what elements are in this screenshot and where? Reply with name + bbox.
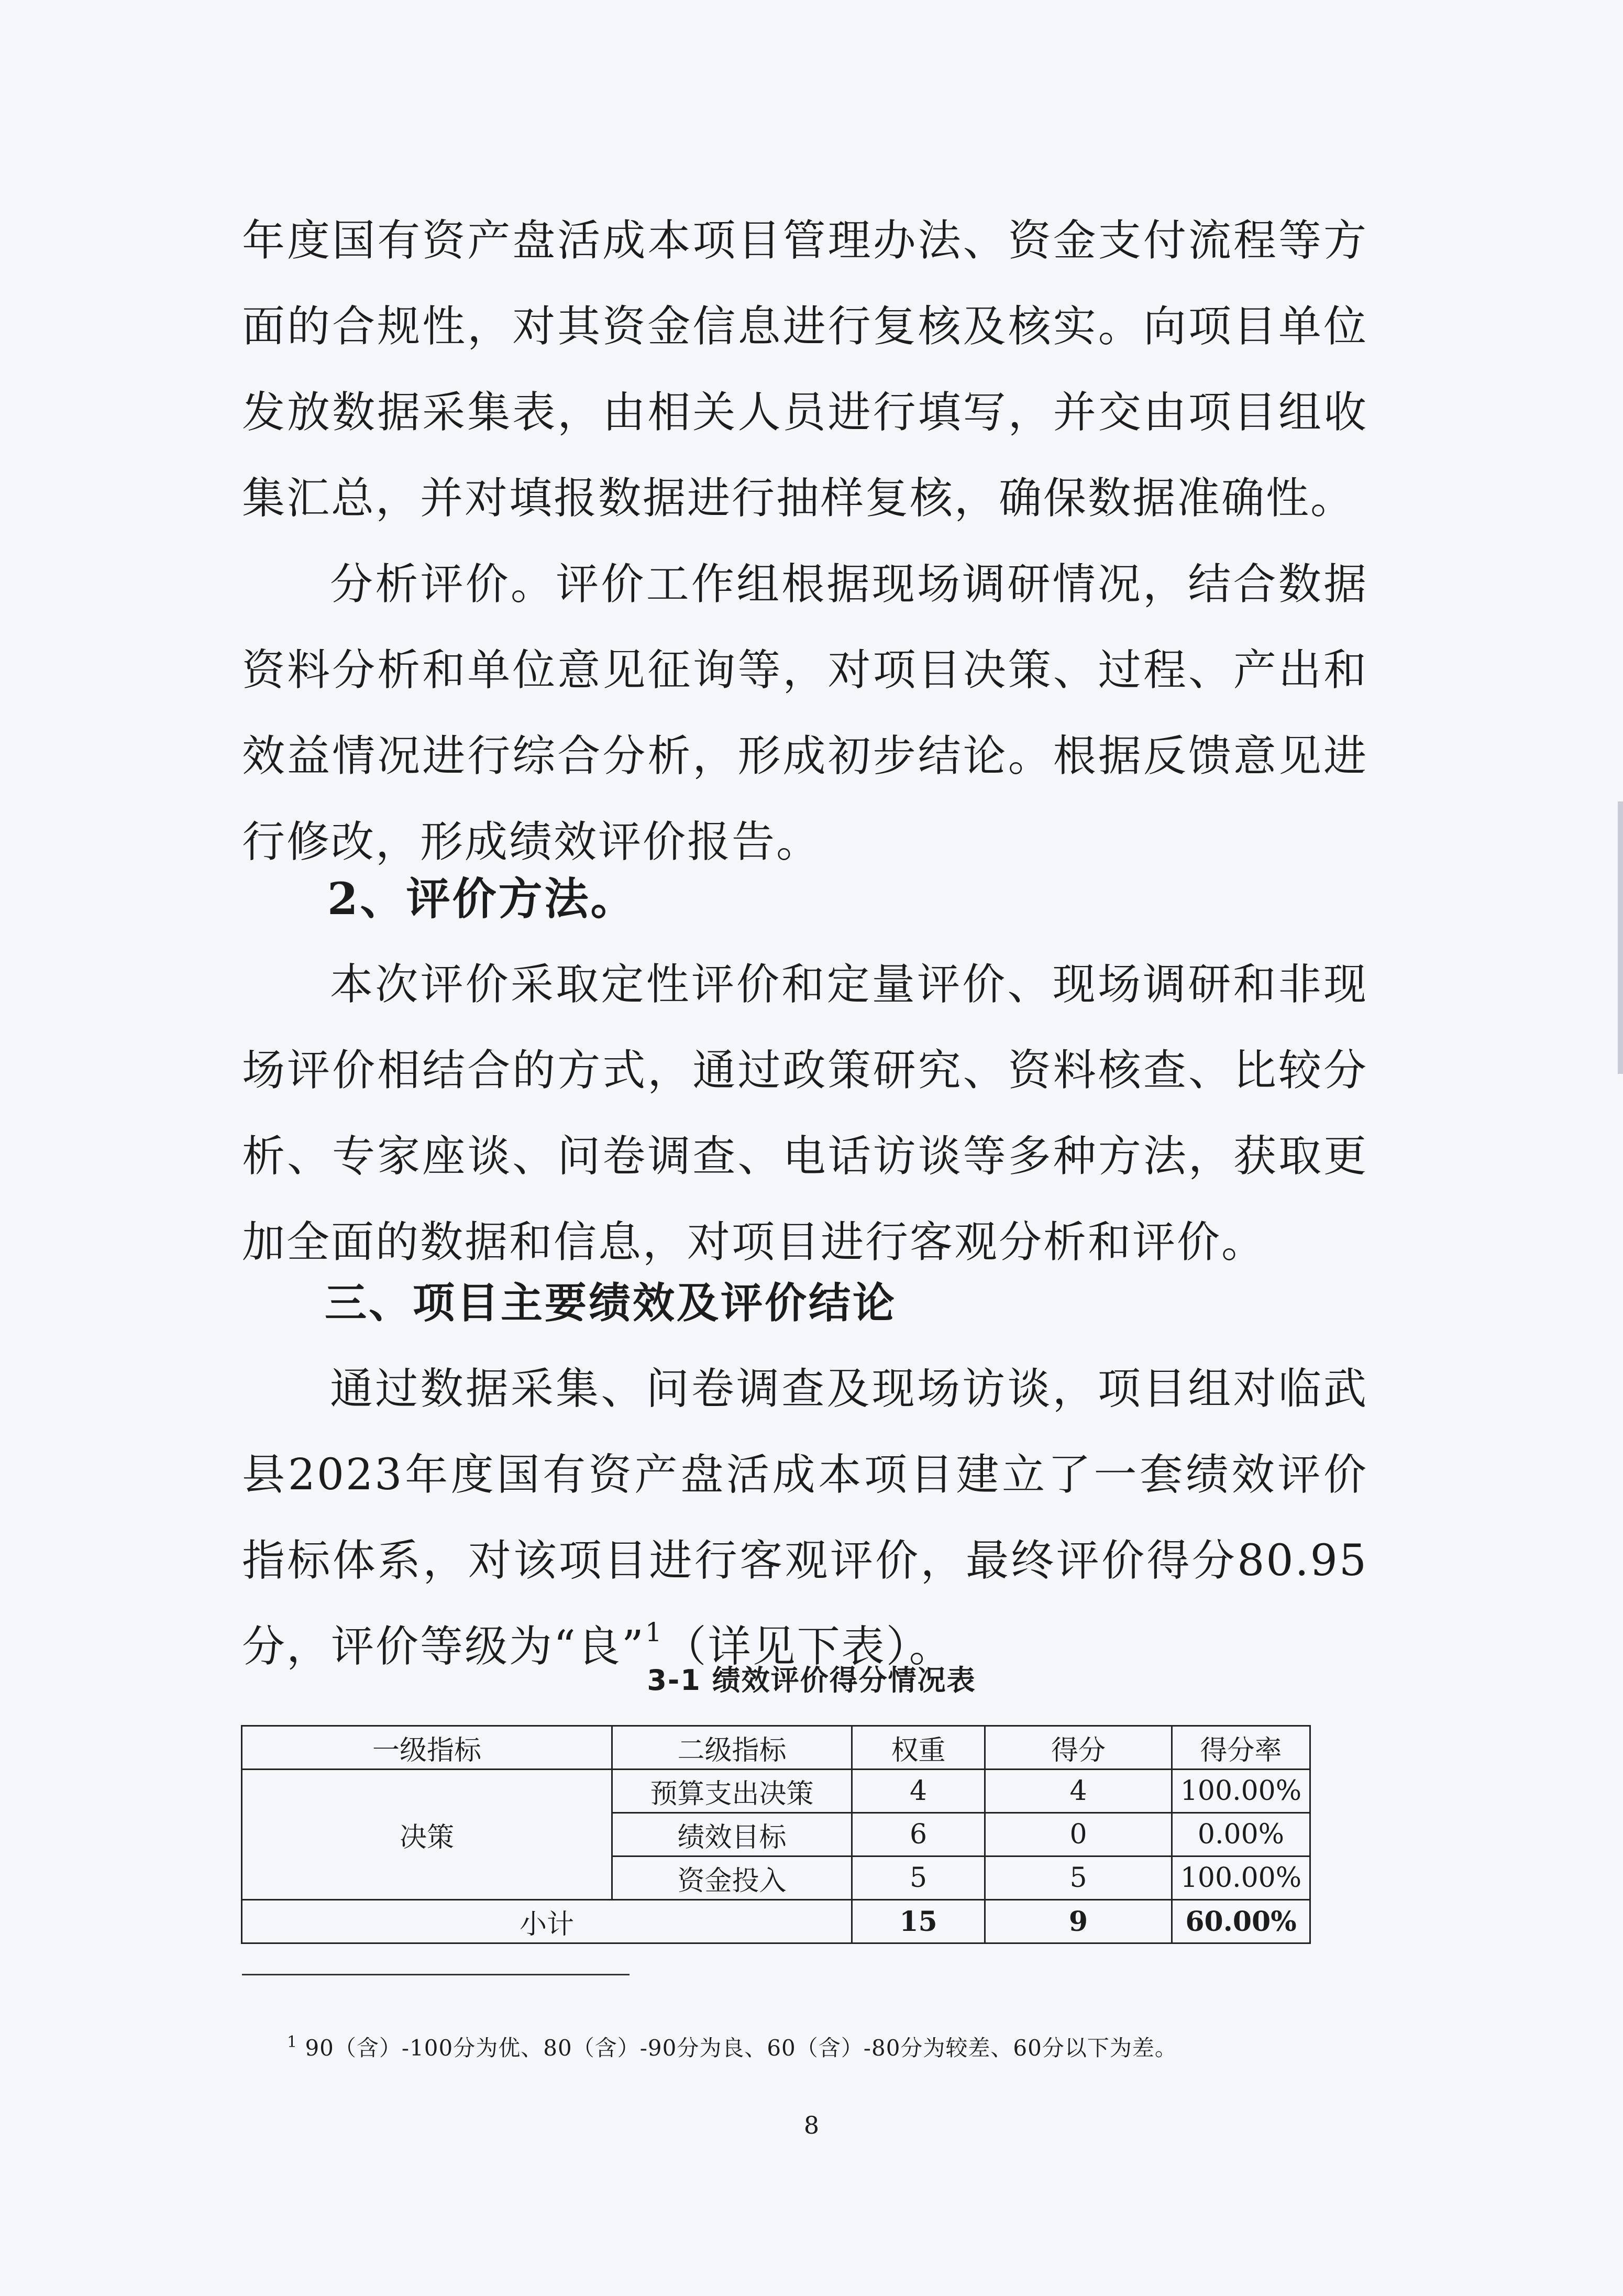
group-label-decision: 决策 — [242, 1770, 612, 1900]
score-table — [241, 1725, 1311, 1944]
cell-rate: 100.00% — [1172, 1856, 1310, 1900]
cell-rate: 0.00% — [1172, 1813, 1310, 1856]
cell-indicator: 资金投入 — [612, 1856, 852, 1900]
heading-section-three: 三、项目主要绩效及评价结论 — [325, 1279, 897, 1327]
header-rate: 得分率 — [1172, 1726, 1310, 1770]
cell-score: 5 — [985, 1856, 1172, 1900]
cell-score: 0 — [985, 1813, 1172, 1856]
footnote — [287, 2033, 1177, 2064]
cell-weight: 6 — [852, 1813, 985, 1856]
table-caption: 3-1 绩效评价得分情况表 — [647, 1664, 976, 1697]
table-subtotal-row — [242, 1900, 1310, 1943]
table-row — [242, 1770, 1310, 1813]
subtotal-score: 9 — [985, 1900, 1172, 1943]
header-score: 得分 — [985, 1726, 1172, 1770]
heading-evaluation-method: 2、评价方法。 — [327, 873, 637, 925]
cell-weight: 4 — [852, 1770, 985, 1813]
cell-rate: 100.00% — [1172, 1770, 1310, 1813]
subtotal-weight: 15 — [852, 1900, 985, 1943]
footnote-divider — [242, 1974, 630, 1975]
paragraph-intro: 年度国有资产盘活成本项目管理办法、资金支付流程等方面的合规性，对其资金信息进行复核及核实。向项目单位发放数据采集表，由相关人员进行填写，并交由项目组收集汇总，并对填报数据进行抽样复核，确保数据准确性。 — [242, 216, 1368, 523]
paragraph-analysis: 分析评价。评价工作组根据现场调研情况，结合数据资料分析和单位意见征询等，对项目决策、过程、产出和效益情况进行综合分析，形成初步结论。根据反馈意见进行修改，形成绩效评价报告。 — [242, 559, 1368, 867]
subtotal-label: 小计 — [242, 1900, 852, 1943]
header-weight: 权重 — [852, 1726, 985, 1770]
paragraph-conclusion — [242, 1346, 1368, 1690]
conclusion-tail: （详见下表）。 — [663, 1622, 954, 1672]
scan-edge-shadow — [1618, 801, 1623, 1074]
table-header-row — [242, 1726, 1310, 1770]
page-number: 8 — [803, 2111, 820, 2139]
subtotal-rate: 60.00% — [1172, 1900, 1310, 1943]
footnote-text: 90（含）-100分为优、80（含）-90分为良、60（含）-80分为较差、60分以下为差。 — [305, 2035, 1177, 2061]
cell-indicator: 绩效目标 — [612, 1813, 852, 1856]
cell-weight: 5 — [852, 1856, 985, 1900]
cell-score: 4 — [985, 1770, 1172, 1813]
footnote-mark: 1 — [287, 2033, 298, 2051]
header-level-two: 二级指标 — [612, 1726, 852, 1770]
header-level-one: 一级指标 — [242, 1726, 612, 1770]
paragraph-method: 本次评价采取定性评价和定量评价、现场调研和非现场评价相结合的方式，通过政策研究、资料核查、比较分析、专家座谈、问卷调查、电话访谈等多种方法，获取更加全面的数据和信息，对项目进行客观分析和评价。 — [242, 960, 1368, 1267]
footnote-reference: 1 — [645, 1617, 664, 1647]
cell-indicator: 预算支出决策 — [612, 1770, 852, 1813]
conclusion-text: 通过数据采集、问卷调查及现场访谈，项目组对临武县2023年度国有资产盘活成本项目建立了一套绩效评价指标体系，对该项目进行客观评价，最终评价得分80.95分，评价等级为“良” — [242, 1364, 1368, 1672]
